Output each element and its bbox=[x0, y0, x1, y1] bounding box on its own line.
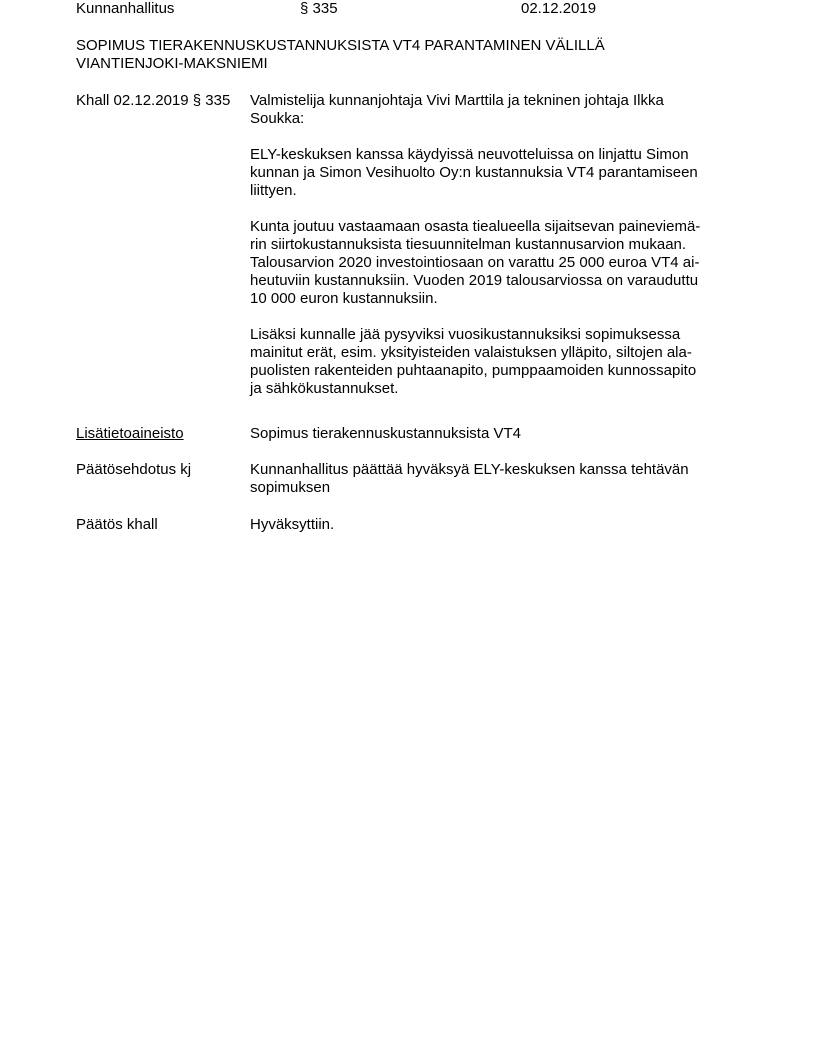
decision-proposal-label: Päätösehdotus kj bbox=[76, 461, 192, 478]
header-section-number: § 335 bbox=[300, 0, 338, 17]
document-title-line: SOPIMUS TIERAKENNUSKUSTANNUKSISTA VT4 PARANTAMINEN VÄLILLÄ bbox=[76, 37, 605, 54]
text-line: liittyen. bbox=[250, 182, 297, 199]
text-line: heutuviin kustannuksiin. Vuoden 2019 talousarviossa on varauduttu bbox=[250, 272, 699, 289]
paragraph bbox=[250, 146, 736, 200]
text-line: Kunta joutuu vastaamaan osasta tiealueella sijaitsevan paineviemä- bbox=[250, 218, 701, 235]
text-line: kunnan ja Simon Vesihuolto Oy:n kustannuksia VT4 parantamiseen bbox=[250, 164, 698, 181]
text-line: Lisäksi kunnalle jää pysyviksi vuosikustannuksiksi sopimuksessa bbox=[250, 326, 681, 343]
text-line: 10 000 euron kustannuksiin. bbox=[250, 290, 438, 307]
text-line: rin siirtokustannuksista tiesuunnitelman kustannusarvion mukaan. bbox=[250, 236, 687, 253]
additional-info-text bbox=[250, 425, 736, 443]
text-line: ja sähkökustannukset. bbox=[250, 380, 399, 397]
text-line: mainitut erät, esim. yksityisteiden valaistuksen ylläpito, siltojen ala- bbox=[250, 344, 692, 361]
paragraph bbox=[250, 218, 736, 308]
text-line: Soukka: bbox=[250, 110, 305, 127]
paragraph bbox=[250, 326, 736, 398]
text-line: sopimuksen bbox=[250, 479, 331, 496]
text-line: Kunnanhallitus päättää hyväksyä ELY-keskuksen kanssa tehtävän bbox=[250, 461, 689, 478]
document-title bbox=[76, 37, 736, 73]
decision-text bbox=[250, 516, 736, 534]
meeting-reference-label: Khall 02.12.2019 § 335 bbox=[76, 92, 231, 109]
text-line: ELY-keskuksen kanssa käydyissä neuvotteluissa on linjattu Simon bbox=[250, 146, 689, 163]
text-line: Hyväksyttiin. bbox=[250, 516, 335, 533]
text-line: Valmistelija kunnanjohtaja Vivi Marttila ja tekninen johtaja Ilkka bbox=[250, 92, 664, 109]
text-line: puolisten rakenteiden puhtaanapito, pumppaamoiden kunnossapito bbox=[250, 362, 697, 379]
header-date: 02.12.2019 bbox=[521, 0, 597, 17]
text-line: Sopimus tierakennuskustannuksista VT4 bbox=[250, 425, 521, 442]
text-line: Talousarvion 2020 investointiosaan on varattu 25 000 euroa VT4 ai- bbox=[250, 254, 700, 271]
preparation-text bbox=[250, 92, 736, 398]
decision-proposal-text bbox=[250, 461, 736, 497]
additional-info-label: Lisätietoaineisto bbox=[76, 425, 184, 442]
document-title-line: VIANTIENJOKI-MAKSNIEMI bbox=[76, 55, 268, 72]
paragraph bbox=[250, 92, 736, 128]
header-body-name: Kunnanhallitus bbox=[76, 0, 175, 17]
decision-label: Päätös khall bbox=[76, 516, 158, 533]
